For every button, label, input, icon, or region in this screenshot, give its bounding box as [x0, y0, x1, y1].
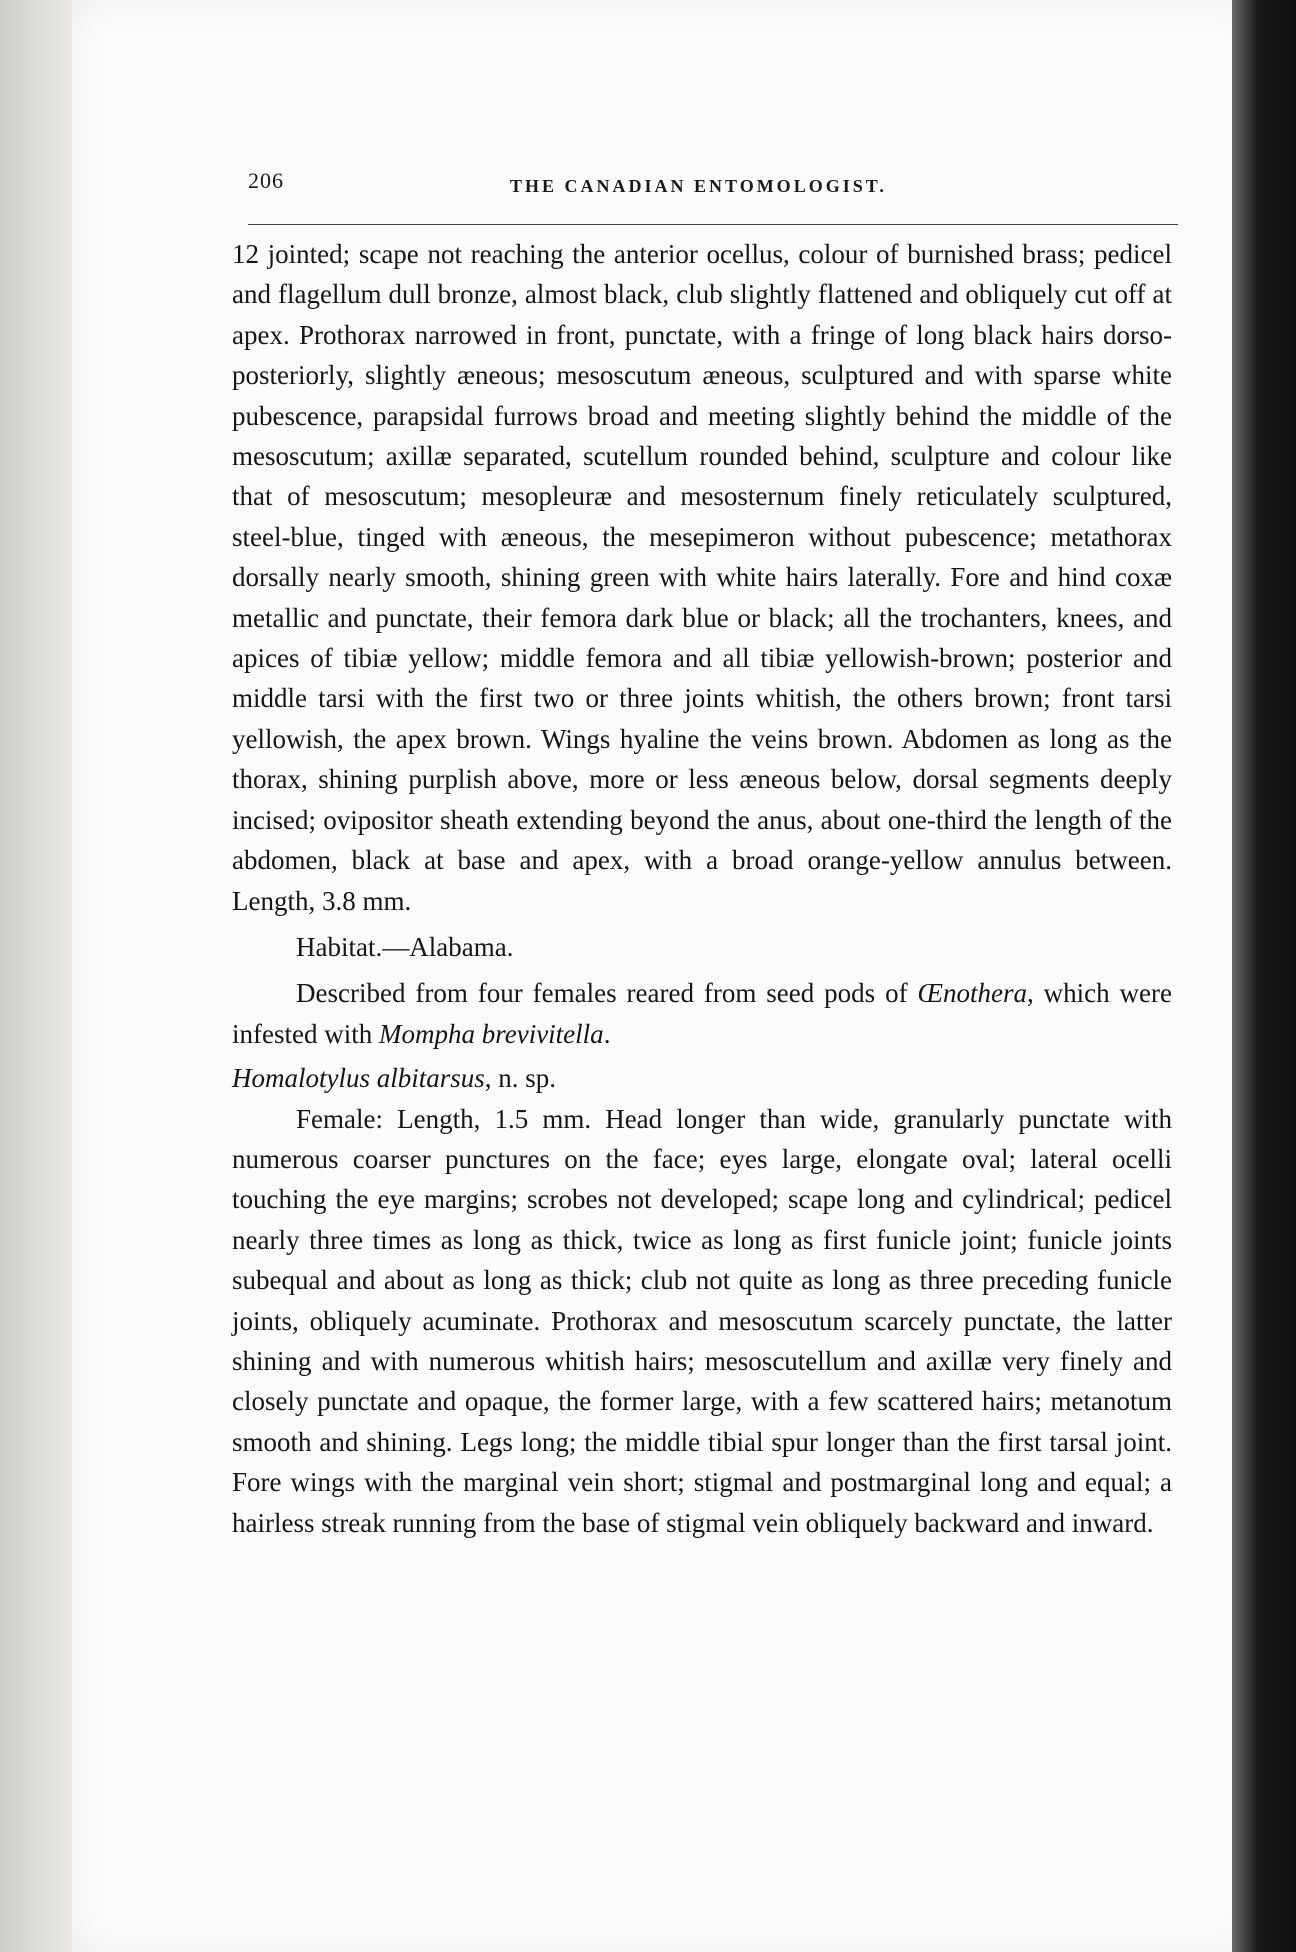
described-text-end: . [603, 1018, 611, 1049]
running-head [248, 168, 1188, 204]
described-text-start: Described from four females reared from seed pods of [296, 978, 918, 1009]
described-text-middle: , which were infested with [232, 978, 1172, 1049]
described-host-name: Mompha brevivitella [378, 1018, 604, 1049]
page-number: 206 [248, 168, 284, 193]
female-description-paragraph: Female: Length, 1.5 mm. Head longer than wide, granularly punctate with numerous coarser punctures on the face; eyes large, elongate oval; lateral ocelli touching the eye margins; scrobes not developed; scape long and cylindrical; pedicel nearly three times as long as thick, twice as long as first funicle joint; funicle joints subequal and about as long as thick; club not quite as long as three preceding funicle joints, obliquely acuminate. Prothorax and mesoscutum scarcely punctate, the latter shining and with numerous whitish hairs; mesoscutellum and axillæ very finely and closely punctate and opaque, the former large, with a few scattered hairs; metanotum smooth and shining. Legs long; the middle tibial spur longer than the first tarsal joint. Fore wings with the marginal vein short; stigmal and postmarginal long and equal; a hairless streak running from the base of stigmal vein obliquely backward and inward. [232, 1103, 1172, 1538]
article-body [232, 234, 1172, 1543]
species-name: Homalotylus albitarsus [232, 1063, 485, 1094]
header-rule [248, 224, 1178, 225]
description-paragraph: 12 jointed; scape not reaching the anterior ocellus, colour of burnished brass; pedicel and flagellum dull bronze, almost black, club slightly flattened and obliquely cut off at apex. Prothorax narrowed in front, punctate, with a fringe of long black hairs dorso-posteriorly, slightly æneous; mesoscutum æneous, sculptured and with sparse white pubescence, parapsidal furrows broad and meeting slightly behind the middle of the mesoscutum; axillæ separated, scutellum rounded behind, sculpture and colour like that of mesoscutum; mesopleuræ and mesosternum finely reticulately sculptured, steel-blue, tinged with æneous, the mesepimeron without pubescence; metathorax dorsally nearly smooth, shining green with white hairs laterally. Fore and hind coxæ metallic and punctate, their femora dark blue or black; all the trochanters, knees, and apices of tibiæ yellow; middle femora and all tibiæ yellowish-brown; posterior and middle tarsi with the first two or three joints whitish, the others brown; front tarsi yellowish, the apex brown. Wings hyaline the veins brown. Abdomen as long as the thorax, shining purplish above, more or less æneous below, dorsal segments deeply incised; ovipositor sheath extending beyond the anus, about one-third the length of the abdomen, black at base and apex, with a broad orange-yellow annulus between. Length, 3.8 mm. [232, 239, 1172, 916]
species-heading [232, 1058, 1172, 1098]
species-suffix: , n. sp. [484, 1063, 557, 1094]
habitat-line: Habitat.—Alabama. [296, 931, 514, 962]
page-left-margin-strip [0, 0, 72, 1952]
described-genus-name: Œnothera [917, 978, 1027, 1009]
journal-title: THE CANADIAN ENTOMOLOGIST. [510, 176, 887, 196]
described-from-paragraph [232, 973, 1172, 1054]
book-spine-shadow [1232, 0, 1296, 1952]
